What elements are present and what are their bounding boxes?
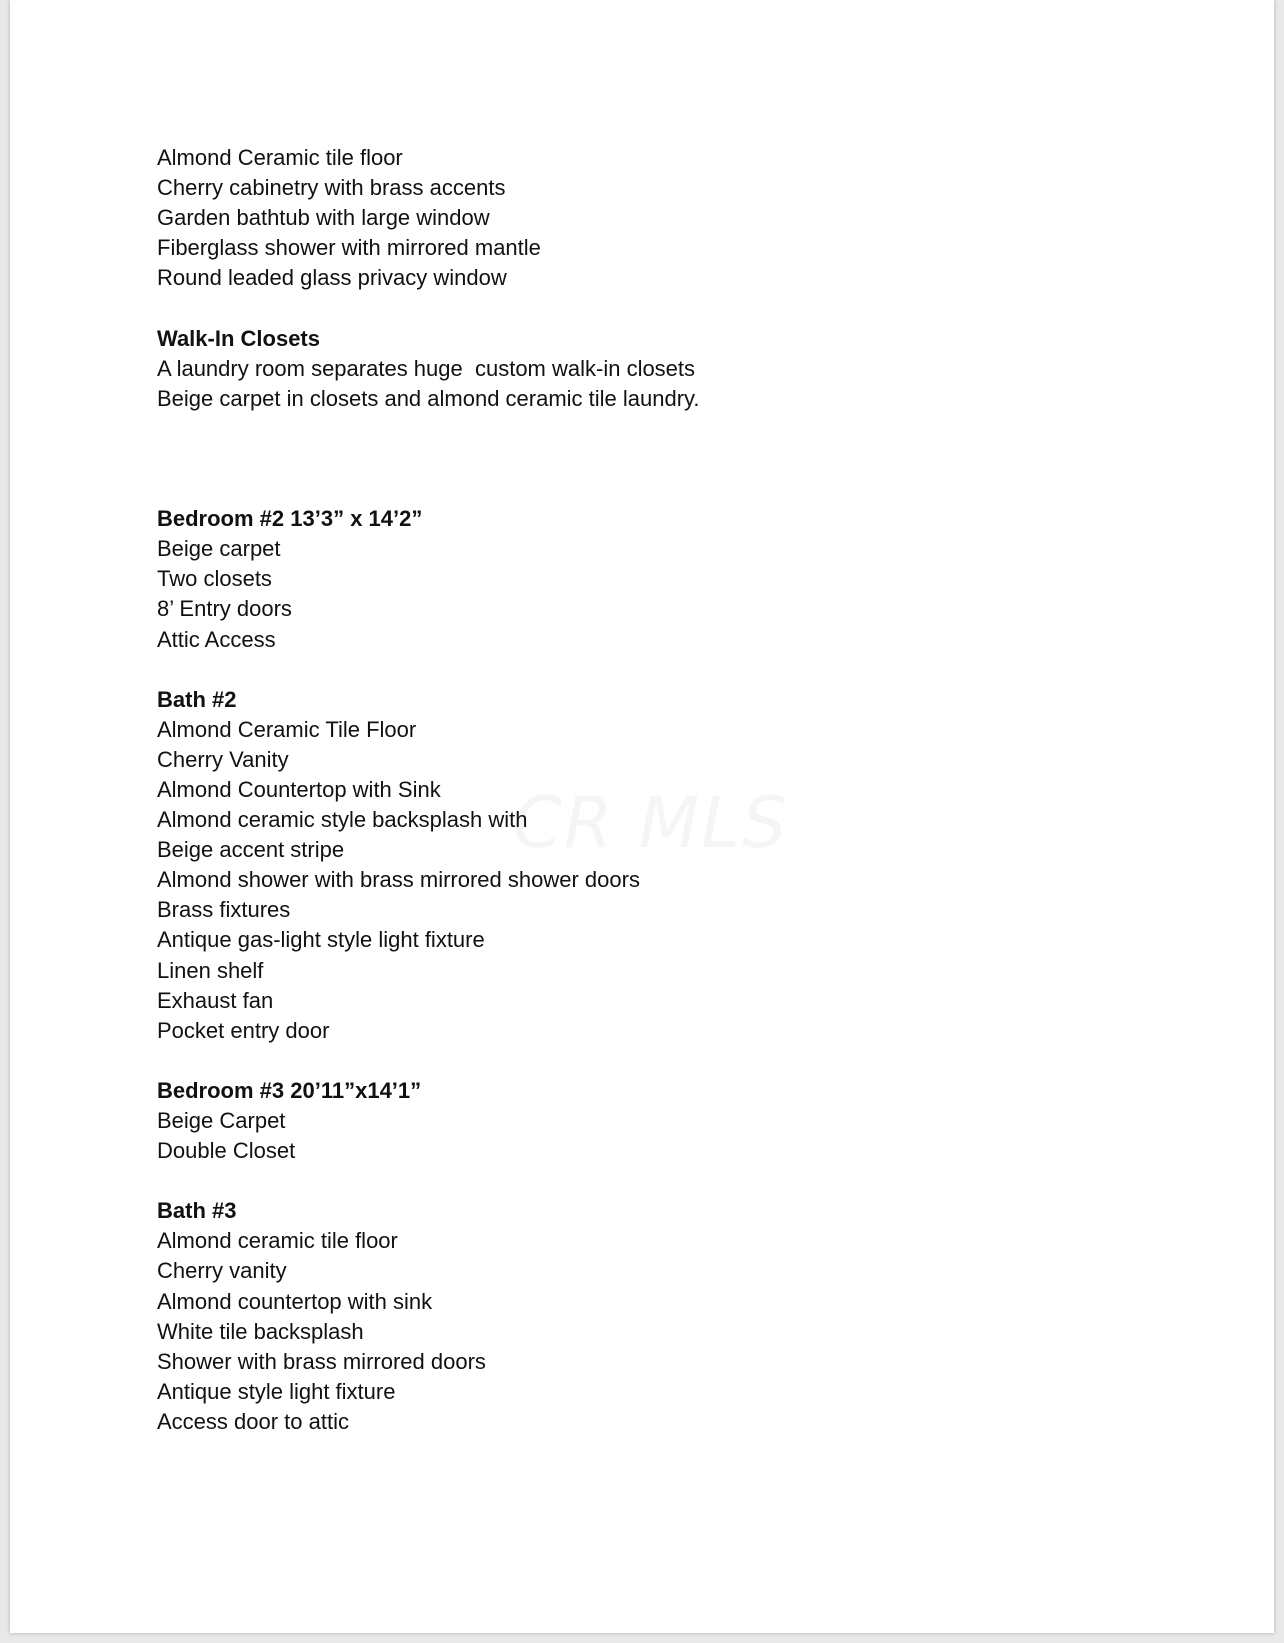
- list-item: A laundry room separates huge custom walk-in closets: [157, 355, 696, 381]
- section-heading: Bedroom #3 20’11”x14’1”: [157, 1077, 422, 1103]
- list-item: Almond Countertop with Sink: [157, 776, 441, 802]
- list-item: Two closets: [157, 566, 272, 592]
- section-heading: Bedroom #2 13’3” x 14’2”: [157, 506, 423, 532]
- list-item: Almond countertop with sink: [157, 1288, 433, 1314]
- list-item: Cherry Vanity: [157, 746, 289, 772]
- list-item: Beige accent stripe: [157, 837, 345, 863]
- list-item: Brass fixtures: [157, 897, 291, 923]
- list-item: Almond ceramic style backsplash with: [157, 807, 528, 833]
- list-item: Almond Ceramic Tile Floor: [157, 716, 417, 742]
- spacer: [157, 1046, 1157, 1076]
- list-item: Round leaded glass privacy window: [157, 265, 507, 291]
- list-item: Fiberglass shower with mirrored mantle: [157, 235, 541, 261]
- walk-in-closets-section: [157, 324, 1157, 414]
- list-item: Almond ceramic tile floor: [157, 1228, 398, 1254]
- list-item: Almond shower with brass mirrored shower doors: [157, 867, 640, 893]
- list-item: Antique style light fixture: [157, 1378, 396, 1404]
- bath-2-section: [157, 685, 1157, 1046]
- list-item: Beige carpet in closets and almond ceramic tile laundry.: [157, 385, 700, 411]
- list-item: Attic Access: [157, 626, 276, 652]
- master-bath-list: [157, 143, 1157, 293]
- list-item: Linen shelf: [157, 957, 264, 983]
- section-heading: Bath #2: [157, 686, 237, 712]
- list-item: Beige carpet: [157, 536, 281, 562]
- list-item: Cherry vanity: [157, 1258, 287, 1284]
- list-item: Antique gas-light style light fixture: [157, 927, 485, 953]
- bedroom-3-section: [157, 1076, 1157, 1166]
- document-page: [10, 0, 1274, 1633]
- list-item: Exhaust fan: [157, 987, 274, 1013]
- section-heading: Walk-In Closets: [157, 325, 320, 351]
- spacer: [157, 655, 1157, 685]
- spacer: [157, 1166, 1157, 1196]
- list-item: Double Closet: [157, 1138, 296, 1164]
- section-heading: Bath #3: [157, 1198, 237, 1224]
- spacer: [157, 293, 1157, 323]
- list-item: Shower with brass mirrored doors: [157, 1348, 486, 1374]
- list-item: 8’ Entry doors: [157, 596, 292, 622]
- bedroom-2-section: [157, 504, 1157, 654]
- list-item: Access door to attic: [157, 1408, 349, 1434]
- spacer: [157, 414, 1157, 504]
- list-item: Pocket entry door: [157, 1017, 330, 1043]
- list-item: Almond Ceramic tile floor: [157, 145, 403, 170]
- document-content: [157, 143, 1157, 1437]
- list-item: White tile backsplash: [157, 1318, 364, 1344]
- list-item: Beige Carpet: [157, 1108, 286, 1134]
- bath-3-section: [157, 1196, 1157, 1437]
- list-item: Garden bathtub with large window: [157, 205, 490, 231]
- list-item: Cherry cabinetry with brass accents: [157, 175, 506, 201]
